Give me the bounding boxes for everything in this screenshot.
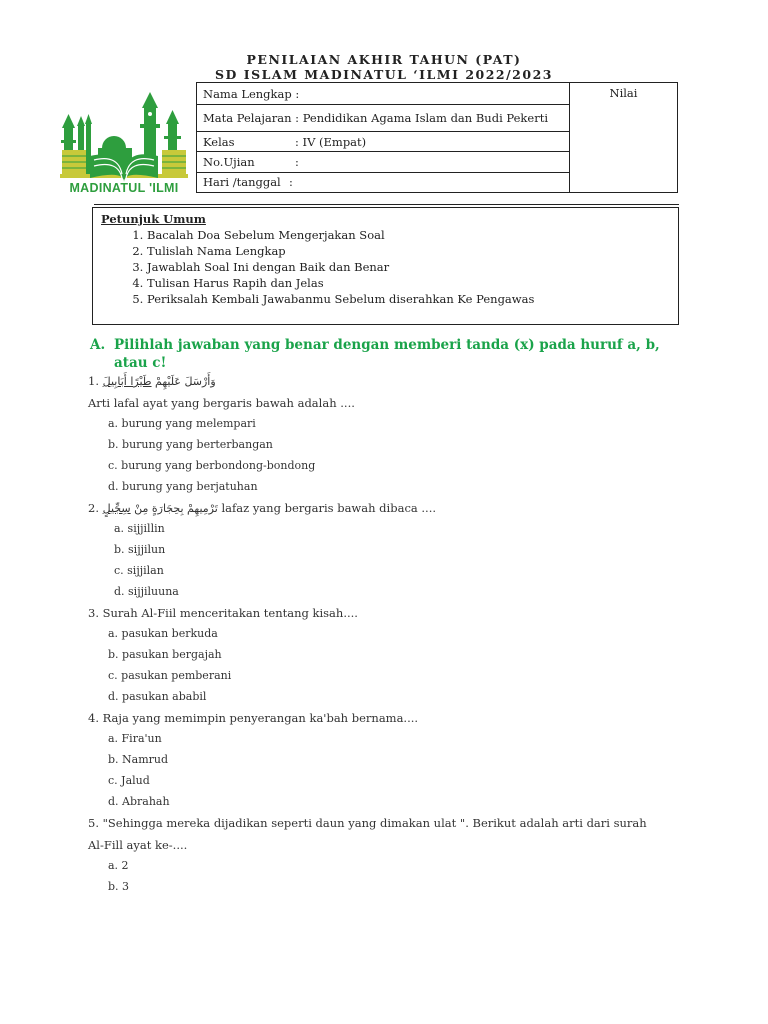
date-cell[interactable] [197,172,570,192]
instructions-list [123,227,534,307]
arabic-verse [103,375,216,388]
option[interactable]: c. burung yang berbondong-bondong [108,459,316,472]
logo-text: MADINATUL 'ILMI [69,181,179,195]
arabic-plain: وَأَرْسَلَ عَلَيْهِمْ [155,375,216,388]
option[interactable]: c. Jalud [108,774,150,787]
arabic-underlined: سِجِّيلٍ [102,502,131,515]
exam-number-label: No.Ujian [203,154,255,169]
arabic-verse [103,502,218,515]
exam-title: PENILAIAN AKHIR TAHUN (PAT) [246,52,522,67]
exam-number-cell[interactable] [197,152,570,172]
instruction-item: 1. Bacalah Doa Sebelum Mengerjakan Soal [147,227,534,243]
score-cell[interactable]: Nilai [570,83,678,193]
question-1 [88,374,216,388]
option[interactable]: a. sijjillin [114,522,165,535]
school-title: SD ISLAM MADINATUL ‘ILMI 2022/2023 [215,67,553,82]
question-5-continued: Al-Fill ayat ke-.... [88,838,188,852]
class-label: Kelas [203,134,235,149]
instructions-heading: Petunjuk Umum [101,212,206,226]
section-instruction: Pilihlah jawaban yang benar dengan memberi tanda (x) pada huruf a, b, atau c! [114,337,660,371]
question-number: 2. [88,501,99,515]
date-value: : [289,175,293,190]
option[interactable]: b. 3 [108,880,130,893]
question-4: 4. Raja yang memimpin penyerangan ka'bah bernama.... [88,711,419,725]
option[interactable]: d. pasukan ababil [108,690,207,703]
question-3: 3. Surah Al-Fiil menceritakan tentang kisah.... [88,606,358,620]
instructions-top-rule [94,204,679,205]
option[interactable]: a. Fira'un [108,732,162,745]
name-cell[interactable]: Nama Lengkap : [197,83,570,105]
instruction-item: 4. Tulisan Harus Rapih dan Jelas [147,275,534,291]
question-5: 5. "Sehingga mereka dijadikan seperti daun yang dimakan ulat ". Berikut adalah arti dari surah [88,816,647,830]
arabic-underlined: طَيْرًا أَبَابِيلَ [102,375,152,388]
question-2 [88,501,436,515]
class-cell [197,131,570,151]
option[interactable]: a. pasukan berkuda [108,627,218,640]
question-number: 1. [88,374,99,388]
option[interactable]: a. 2 [108,859,129,872]
student-info-table [196,82,678,193]
section-letter: A. [90,337,106,353]
arabic-plain: تَرْمِيهِمْ بِحِجَارَةٍ مِنْ [134,502,218,515]
option[interactable]: c. sijjilan [114,564,164,577]
instruction-item: 5. Periksalah Kembali Jawabanmu Sebelum diserahkan Ke Pengawas [147,291,534,307]
option[interactable]: c. pasukan pemberani [108,669,232,682]
section-a-heading [90,336,684,372]
instruction-item: 2. Tulislah Nama Lengkap [147,243,534,259]
instructions-box [92,207,679,325]
instruction-item: 3. Jawablah Soal Ini dengan Baik dan Benar [147,259,534,275]
exam-number-value: : [295,154,299,169]
class-value: : IV (Empat) [295,134,367,149]
subject-cell: Mata Pelajaran : Pendidikan Agama Islam dan Budi Pekerti [197,105,570,131]
option[interactable]: d. sijjiluuna [114,585,179,598]
school-logo [58,90,190,200]
option[interactable]: b. Namrud [108,753,169,766]
option[interactable]: a. burung yang melempari [108,417,256,430]
option[interactable]: d. burung yang berjatuhan [108,480,258,493]
question-text: lafaz yang bergaris bawah dibaca .... [221,501,437,515]
option[interactable]: d. Abrahah [108,795,170,808]
option[interactable]: b. sijjilun [114,543,166,556]
option[interactable]: b. burung yang berterbangan [108,438,273,451]
question-1-prompt: Arti lafal ayat yang bergaris bawah adalah .... [88,396,355,410]
option[interactable]: b. pasukan bergajah [108,648,222,661]
date-label: Hari /tanggal [203,175,281,190]
